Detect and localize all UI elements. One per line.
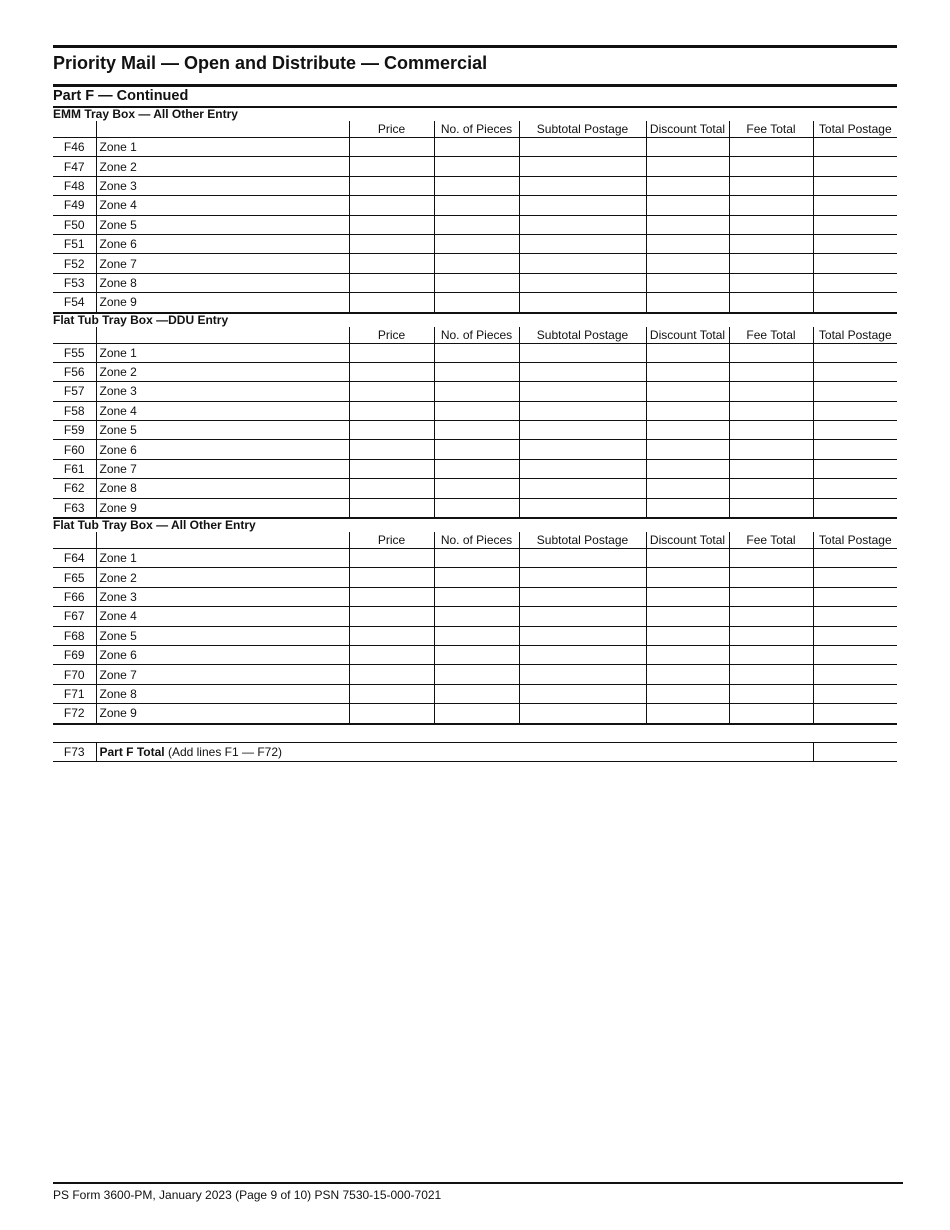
subtotal-input[interactable]	[519, 382, 646, 401]
line-code: F62	[53, 479, 96, 498]
table-row	[53, 684, 897, 703]
total-input[interactable]	[813, 382, 897, 401]
line-code: F49	[53, 196, 96, 215]
discount-input[interactable]	[646, 196, 729, 215]
table-row	[53, 362, 897, 381]
discount-input[interactable]	[646, 273, 729, 292]
discount-input[interactable]	[646, 362, 729, 381]
discount-input[interactable]	[646, 587, 729, 606]
subtotal-input[interactable]	[519, 273, 646, 292]
price-input[interactable]	[349, 343, 434, 362]
fee-input[interactable]	[729, 196, 813, 215]
total-input[interactable]	[813, 401, 897, 420]
price-input[interactable]	[349, 382, 434, 401]
table-row	[53, 459, 897, 478]
pieces-input[interactable]	[434, 254, 519, 273]
section-heading: Flat Tub Tray Box — All Other Entry	[53, 518, 256, 533]
total-input[interactable]	[813, 568, 897, 587]
line-code: F46	[53, 138, 96, 157]
subtotal-input[interactable]	[519, 215, 646, 234]
line-label: Zone 7	[96, 254, 349, 273]
table-row	[53, 234, 897, 253]
fee-input[interactable]	[729, 273, 813, 292]
table-row	[53, 665, 897, 684]
price-input[interactable]	[349, 293, 434, 313]
line-label: Zone 4	[96, 196, 349, 215]
column-header-discount: Discount Total	[646, 532, 729, 549]
line-label: Zone 8	[96, 479, 349, 498]
table-row	[53, 196, 897, 215]
line-label: Zone 7	[96, 665, 349, 684]
line-label: Zone 1	[96, 549, 349, 568]
pieces-input[interactable]	[434, 440, 519, 459]
discount-input[interactable]	[646, 568, 729, 587]
subtotal-input[interactable]	[519, 665, 646, 684]
table-row	[53, 343, 897, 362]
total-input[interactable]	[813, 421, 897, 440]
fee-input[interactable]	[729, 234, 813, 253]
postage-table	[53, 108, 897, 725]
total-input[interactable]	[813, 645, 897, 664]
discount-input[interactable]	[646, 498, 729, 518]
total-input[interactable]	[813, 293, 897, 313]
column-header-pieces: No. of Pieces	[434, 121, 519, 138]
fee-input[interactable]	[729, 645, 813, 664]
price-input[interactable]	[349, 645, 434, 664]
fee-input[interactable]	[729, 587, 813, 606]
pieces-input[interactable]	[434, 157, 519, 176]
discount-input[interactable]	[646, 421, 729, 440]
pieces-input[interactable]	[434, 234, 519, 253]
table-row	[53, 254, 897, 273]
price-input[interactable]	[349, 401, 434, 420]
line-code: F66	[53, 587, 96, 606]
fee-input[interactable]	[729, 684, 813, 703]
price-input[interactable]	[349, 549, 434, 568]
column-header-pieces: No. of Pieces	[434, 327, 519, 344]
table-row	[53, 401, 897, 420]
fee-input[interactable]	[729, 568, 813, 587]
column-header-row	[53, 327, 897, 344]
section-heading-row	[53, 108, 897, 121]
line-code: F61	[53, 459, 96, 478]
line-code: F69	[53, 645, 96, 664]
line-label: Zone 6	[96, 234, 349, 253]
column-header-subtotal: Subtotal Postage	[519, 532, 646, 549]
line-label: Zone 4	[96, 401, 349, 420]
table-row	[53, 626, 897, 645]
price-input[interactable]	[349, 568, 434, 587]
price-input[interactable]	[349, 704, 434, 724]
subtotal-input[interactable]	[519, 196, 646, 215]
line-label: Zone 4	[96, 607, 349, 626]
table-row	[53, 273, 897, 292]
subtotal-input[interactable]	[519, 293, 646, 313]
discount-input[interactable]	[646, 254, 729, 273]
column-header-price: Price	[349, 532, 434, 549]
pieces-input[interactable]	[434, 626, 519, 645]
table-row	[53, 498, 897, 518]
discount-input[interactable]	[646, 215, 729, 234]
line-code: F56	[53, 362, 96, 381]
line-code: F57	[53, 382, 96, 401]
column-header-fee: Fee Total	[729, 532, 813, 549]
fee-input[interactable]	[729, 459, 813, 478]
table-row	[53, 607, 897, 626]
total-input[interactable]	[813, 176, 897, 195]
subtotal-input[interactable]	[519, 138, 646, 157]
price-input[interactable]	[349, 440, 434, 459]
header-blank	[53, 327, 96, 344]
line-label: Zone 3	[96, 587, 349, 606]
table-row	[53, 568, 897, 587]
line-label: Zone 9	[96, 498, 349, 518]
subtotal-input[interactable]	[519, 440, 646, 459]
line-code: F47	[53, 157, 96, 176]
fee-input[interactable]	[729, 440, 813, 459]
table-row	[53, 293, 897, 313]
page-title: Priority Mail — Open and Distribute — Commercial	[53, 53, 488, 73]
discount-input[interactable]	[646, 157, 729, 176]
price-input[interactable]	[349, 215, 434, 234]
price-input[interactable]	[349, 607, 434, 626]
pieces-input[interactable]	[434, 215, 519, 234]
line-label: Zone 3	[96, 176, 349, 195]
line-label: Zone 8	[96, 273, 349, 292]
pieces-input[interactable]	[434, 607, 519, 626]
subtotal-input[interactable]	[519, 498, 646, 518]
header-blank	[96, 532, 349, 549]
pieces-input[interactable]	[434, 401, 519, 420]
line-label: Zone 9	[96, 293, 349, 313]
line-label: Zone 5	[96, 215, 349, 234]
price-input[interactable]	[349, 684, 434, 703]
pieces-input[interactable]	[434, 196, 519, 215]
subtotal-input[interactable]	[519, 568, 646, 587]
header-blank	[96, 121, 349, 138]
fee-input[interactable]	[729, 254, 813, 273]
line-code: F54	[53, 293, 96, 313]
pieces-input[interactable]	[434, 176, 519, 195]
total-input[interactable]	[813, 440, 897, 459]
subtotal-input[interactable]	[519, 234, 646, 253]
line-code: F65	[53, 568, 96, 587]
total-input[interactable]	[813, 273, 897, 292]
total-input[interactable]	[813, 549, 897, 568]
pieces-input[interactable]	[434, 587, 519, 606]
fee-input[interactable]	[729, 626, 813, 645]
price-input[interactable]	[349, 479, 434, 498]
subtotal-input[interactable]	[519, 587, 646, 606]
subtotal-input[interactable]	[519, 479, 646, 498]
fee-input[interactable]	[729, 607, 813, 626]
table-row	[53, 176, 897, 195]
line-label: Zone 2	[96, 157, 349, 176]
header-blank	[53, 532, 96, 549]
line-code: F50	[53, 215, 96, 234]
total-input[interactable]	[813, 684, 897, 703]
table-row	[53, 138, 897, 157]
price-input[interactable]	[349, 234, 434, 253]
fee-input[interactable]	[729, 362, 813, 381]
price-input[interactable]	[349, 498, 434, 518]
line-code: F55	[53, 343, 96, 362]
line-code: F68	[53, 626, 96, 645]
line-label: Zone 2	[96, 568, 349, 587]
subtotal-input[interactable]	[519, 459, 646, 478]
pieces-input[interactable]	[434, 479, 519, 498]
pieces-input[interactable]	[434, 138, 519, 157]
column-header-price: Price	[349, 121, 434, 138]
discount-input[interactable]	[646, 665, 729, 684]
subtotal-input[interactable]	[519, 607, 646, 626]
discount-input[interactable]	[646, 401, 729, 420]
fee-input[interactable]	[729, 704, 813, 724]
subtotal-input[interactable]	[519, 704, 646, 724]
pieces-input[interactable]	[434, 382, 519, 401]
fee-input[interactable]	[729, 421, 813, 440]
line-label: Zone 6	[96, 645, 349, 664]
column-header-subtotal: Subtotal Postage	[519, 121, 646, 138]
table-row	[53, 157, 897, 176]
table-row	[53, 587, 897, 606]
price-input[interactable]	[349, 273, 434, 292]
subtotal-input[interactable]	[519, 254, 646, 273]
table-row	[53, 549, 897, 568]
line-label: Zone 8	[96, 684, 349, 703]
pieces-input[interactable]	[434, 293, 519, 313]
subtotal-input[interactable]	[519, 157, 646, 176]
section-heading-row	[53, 518, 897, 532]
pieces-input[interactable]	[434, 421, 519, 440]
pieces-input[interactable]	[434, 568, 519, 587]
line-code: F51	[53, 234, 96, 253]
price-input[interactable]	[349, 587, 434, 606]
section-heading: EMM Tray Box — All Other Entry	[53, 108, 238, 121]
discount-input[interactable]	[646, 549, 729, 568]
subtotal-input[interactable]	[519, 343, 646, 362]
total-input[interactable]	[813, 362, 897, 381]
pieces-input[interactable]	[434, 362, 519, 381]
pieces-input[interactable]	[434, 343, 519, 362]
table-row	[53, 440, 897, 459]
line-code: F52	[53, 254, 96, 273]
spacer-row	[53, 725, 897, 743]
discount-input[interactable]	[646, 234, 729, 253]
total-input[interactable]	[813, 665, 897, 684]
line-code: F70	[53, 665, 96, 684]
fee-input[interactable]	[729, 498, 813, 518]
discount-input[interactable]	[646, 138, 729, 157]
pieces-input[interactable]	[434, 684, 519, 703]
price-input[interactable]	[349, 665, 434, 684]
total-input[interactable]	[813, 607, 897, 626]
pieces-input[interactable]	[434, 273, 519, 292]
total-input[interactable]	[813, 254, 897, 273]
column-header-price: Price	[349, 327, 434, 344]
discount-input[interactable]	[646, 343, 729, 362]
column-header-total: Total Postage	[813, 532, 897, 549]
line-code: F60	[53, 440, 96, 459]
table-row	[53, 421, 897, 440]
column-header-row	[53, 121, 897, 138]
part-title: Part F — Continued	[53, 87, 897, 108]
total-code: F73	[53, 742, 96, 761]
discount-input[interactable]	[646, 684, 729, 703]
subtotal-input[interactable]	[519, 401, 646, 420]
total-postage-input[interactable]	[813, 742, 897, 761]
discount-input[interactable]	[646, 440, 729, 459]
pieces-input[interactable]	[434, 665, 519, 684]
header-blank	[53, 121, 96, 138]
line-label: Zone 9	[96, 704, 349, 724]
subtotal-input[interactable]	[519, 362, 646, 381]
line-code: F53	[53, 273, 96, 292]
section-heading: Flat Tub Tray Box —DDU Entry	[53, 312, 229, 327]
total-input[interactable]	[813, 704, 897, 724]
fee-input[interactable]	[729, 343, 813, 362]
discount-input[interactable]	[646, 479, 729, 498]
form-footer: PS Form 3600-PM, January 2023 (Page 9 of 10) PSN 7530-15-000-7021	[53, 1182, 903, 1202]
pieces-input[interactable]	[434, 549, 519, 568]
line-code: F72	[53, 704, 96, 724]
column-header-pieces: No. of Pieces	[434, 532, 519, 549]
total-input[interactable]	[813, 234, 897, 253]
line-code: F63	[53, 498, 96, 518]
price-input[interactable]	[349, 157, 434, 176]
total-table	[53, 725, 897, 762]
table-row	[53, 382, 897, 401]
table-row	[53, 479, 897, 498]
line-code: F58	[53, 401, 96, 420]
subtotal-input[interactable]	[519, 549, 646, 568]
discount-input[interactable]	[646, 382, 729, 401]
price-input[interactable]	[349, 459, 434, 478]
subtotal-input[interactable]	[519, 176, 646, 195]
total-input[interactable]	[813, 626, 897, 645]
line-code: F48	[53, 176, 96, 195]
column-header-discount: Discount Total	[646, 327, 729, 344]
discount-input[interactable]	[646, 704, 729, 724]
line-label: Zone 6	[96, 440, 349, 459]
line-label: Zone 1	[96, 343, 349, 362]
total-input[interactable]	[813, 215, 897, 234]
table-row	[53, 215, 897, 234]
total-row	[53, 742, 897, 761]
subtotal-input[interactable]	[519, 626, 646, 645]
price-input[interactable]	[349, 138, 434, 157]
price-input[interactable]	[349, 421, 434, 440]
pieces-input[interactable]	[434, 498, 519, 518]
line-code: F59	[53, 421, 96, 440]
fee-input[interactable]	[729, 479, 813, 498]
total-label	[96, 742, 813, 761]
fee-input[interactable]	[729, 138, 813, 157]
price-input[interactable]	[349, 176, 434, 195]
total-input[interactable]	[813, 479, 897, 498]
total-label-bold: Part F Total	[99, 744, 165, 759]
total-label-rest: (Add lines F1 — F72)	[164, 744, 282, 759]
column-header-total: Total Postage	[813, 327, 897, 344]
column-header-discount: Discount Total	[646, 121, 729, 138]
price-input[interactable]	[349, 362, 434, 381]
total-input[interactable]	[813, 459, 897, 478]
line-label: Zone 7	[96, 459, 349, 478]
line-label: Zone 5	[96, 626, 349, 645]
column-header-row	[53, 532, 897, 549]
price-input[interactable]	[349, 254, 434, 273]
total-input[interactable]	[813, 157, 897, 176]
total-input[interactable]	[813, 138, 897, 157]
line-code: F67	[53, 607, 96, 626]
discount-input[interactable]	[646, 459, 729, 478]
discount-input[interactable]	[646, 607, 729, 626]
total-input[interactable]	[813, 343, 897, 362]
line-code: F64	[53, 549, 96, 568]
table-row	[53, 704, 897, 724]
section-heading-row	[53, 313, 897, 327]
fee-input[interactable]	[729, 157, 813, 176]
pieces-input[interactable]	[434, 645, 519, 664]
subtotal-input[interactable]	[519, 645, 646, 664]
fee-input[interactable]	[729, 382, 813, 401]
column-header-fee: Fee Total	[729, 327, 813, 344]
pieces-input[interactable]	[434, 704, 519, 724]
line-label: Zone 3	[96, 382, 349, 401]
total-input[interactable]	[813, 196, 897, 215]
price-input[interactable]	[349, 196, 434, 215]
fee-input[interactable]	[729, 665, 813, 684]
header-blank	[96, 327, 349, 344]
subtotal-input[interactable]	[519, 421, 646, 440]
fee-input[interactable]	[729, 176, 813, 195]
discount-input[interactable]	[646, 293, 729, 313]
column-header-subtotal: Subtotal Postage	[519, 327, 646, 344]
discount-input[interactable]	[646, 645, 729, 664]
fee-input[interactable]	[729, 549, 813, 568]
line-code: F71	[53, 684, 96, 703]
line-label: Zone 2	[96, 362, 349, 381]
discount-input[interactable]	[646, 176, 729, 195]
fee-input[interactable]	[729, 215, 813, 234]
total-input[interactable]	[813, 498, 897, 518]
fee-input[interactable]	[729, 401, 813, 420]
pieces-input[interactable]	[434, 459, 519, 478]
form-page	[53, 45, 897, 762]
column-header-fee: Fee Total	[729, 121, 813, 138]
column-header-total: Total Postage	[813, 121, 897, 138]
price-input[interactable]	[349, 626, 434, 645]
fee-input[interactable]	[729, 293, 813, 313]
line-label: Zone 1	[96, 138, 349, 157]
discount-input[interactable]	[646, 626, 729, 645]
total-input[interactable]	[813, 587, 897, 606]
table-row	[53, 645, 897, 664]
line-label: Zone 5	[96, 421, 349, 440]
subtotal-input[interactable]	[519, 684, 646, 703]
